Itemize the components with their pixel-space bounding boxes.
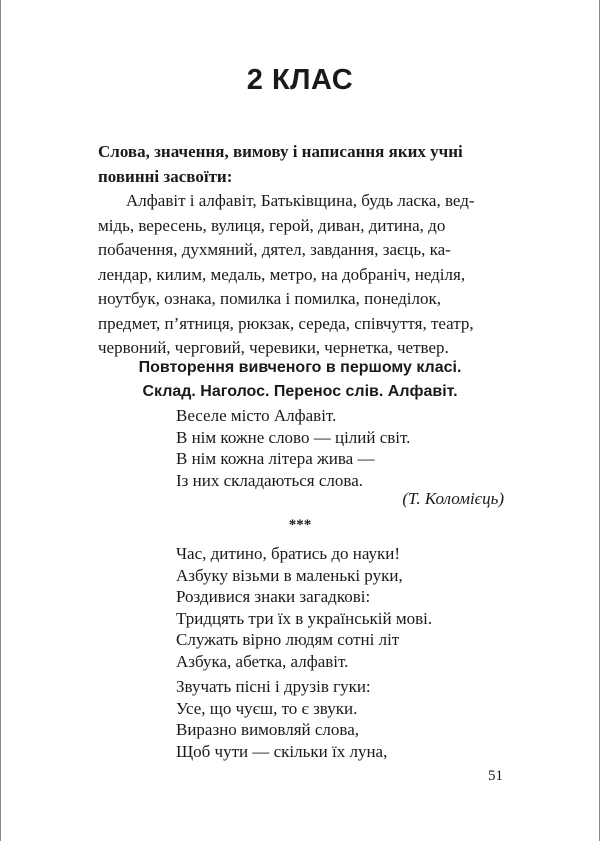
poem-line: Азбука, абетка, алфавіт. [176, 651, 349, 671]
section-title-line: Склад. Наголос. Перенос слів. Алфавіт. [142, 383, 458, 400]
page-heading: 2 КЛАС [246, 64, 354, 96]
poem-line: Азбуку візьми в маленькі руки, [176, 565, 403, 585]
vocabulary-words-line: ноутбук, ознака, помилка і помилка, понеділок, [98, 289, 441, 308]
vocabulary-words-line: мідь, вересень, вулиця, герой, диван, дитина, до [98, 215, 446, 235]
separator-stars: *** [288, 517, 312, 533]
poem-line: Служать вірно людям сотні літ [176, 630, 400, 650]
vocabulary-words-line: предмет, п’ятниця, рюкзак, середа, співчуття, театр, [98, 313, 474, 333]
vocabulary-title [98, 140, 508, 189]
vocabulary-words-line: червоний, черговий, черевики, чернетка, четвер. [98, 338, 449, 357]
vocabulary-words-line: лендар, килим, медаль, метро, на добраніч, неділя, [98, 264, 466, 284]
poem-line: Виразно вимовляй слова, [176, 720, 360, 740]
vocabulary-words [98, 189, 508, 361]
poem-line: Час, дитино, братись до науки! [176, 544, 401, 563]
poem-line: Тридцять три їх в українській мові. [176, 608, 433, 628]
poem-line: Звучать пісні і друзів гуки: [176, 677, 371, 696]
poem-azbuka [176, 543, 516, 673]
poem-sounds [176, 676, 516, 762]
poem-line: Усе, що чуєш, то є звуки. [176, 698, 358, 718]
section-title [0, 356, 600, 404]
poem-line: Роздивися знаки загадкові: [176, 587, 371, 607]
section-title-line: Повторення вивченого в першому класі. [138, 359, 462, 376]
vocabulary-title-line: повинні засвоїти: [98, 166, 233, 186]
vocabulary-title-line: Слова, значення, вимову і написання яких учні [98, 142, 463, 161]
vocabulary-block [98, 140, 508, 361]
poem-line: Веселе місто Алфавіт. [176, 406, 337, 425]
page-number: 51 [488, 768, 503, 784]
poem-line: В нім кожна літера жива — [176, 449, 375, 469]
poem-line: Із них складаються слова. [176, 470, 363, 490]
poem-line: Щоб чути — скільки їх луна, [176, 741, 388, 761]
poem-alphabet-city [176, 405, 516, 491]
poem-attribution: (Т. Коломієць) [402, 489, 504, 508]
vocabulary-words-line: побачення, духмяний, дятел, завдання, заєць, ка- [98, 240, 451, 259]
vocabulary-words-line: Алфавіт і алфавіт, Батьківщина, будь ласка, вед- [126, 191, 475, 210]
poem-line: В нім кожне слово — цілий світ. [176, 427, 411, 447]
